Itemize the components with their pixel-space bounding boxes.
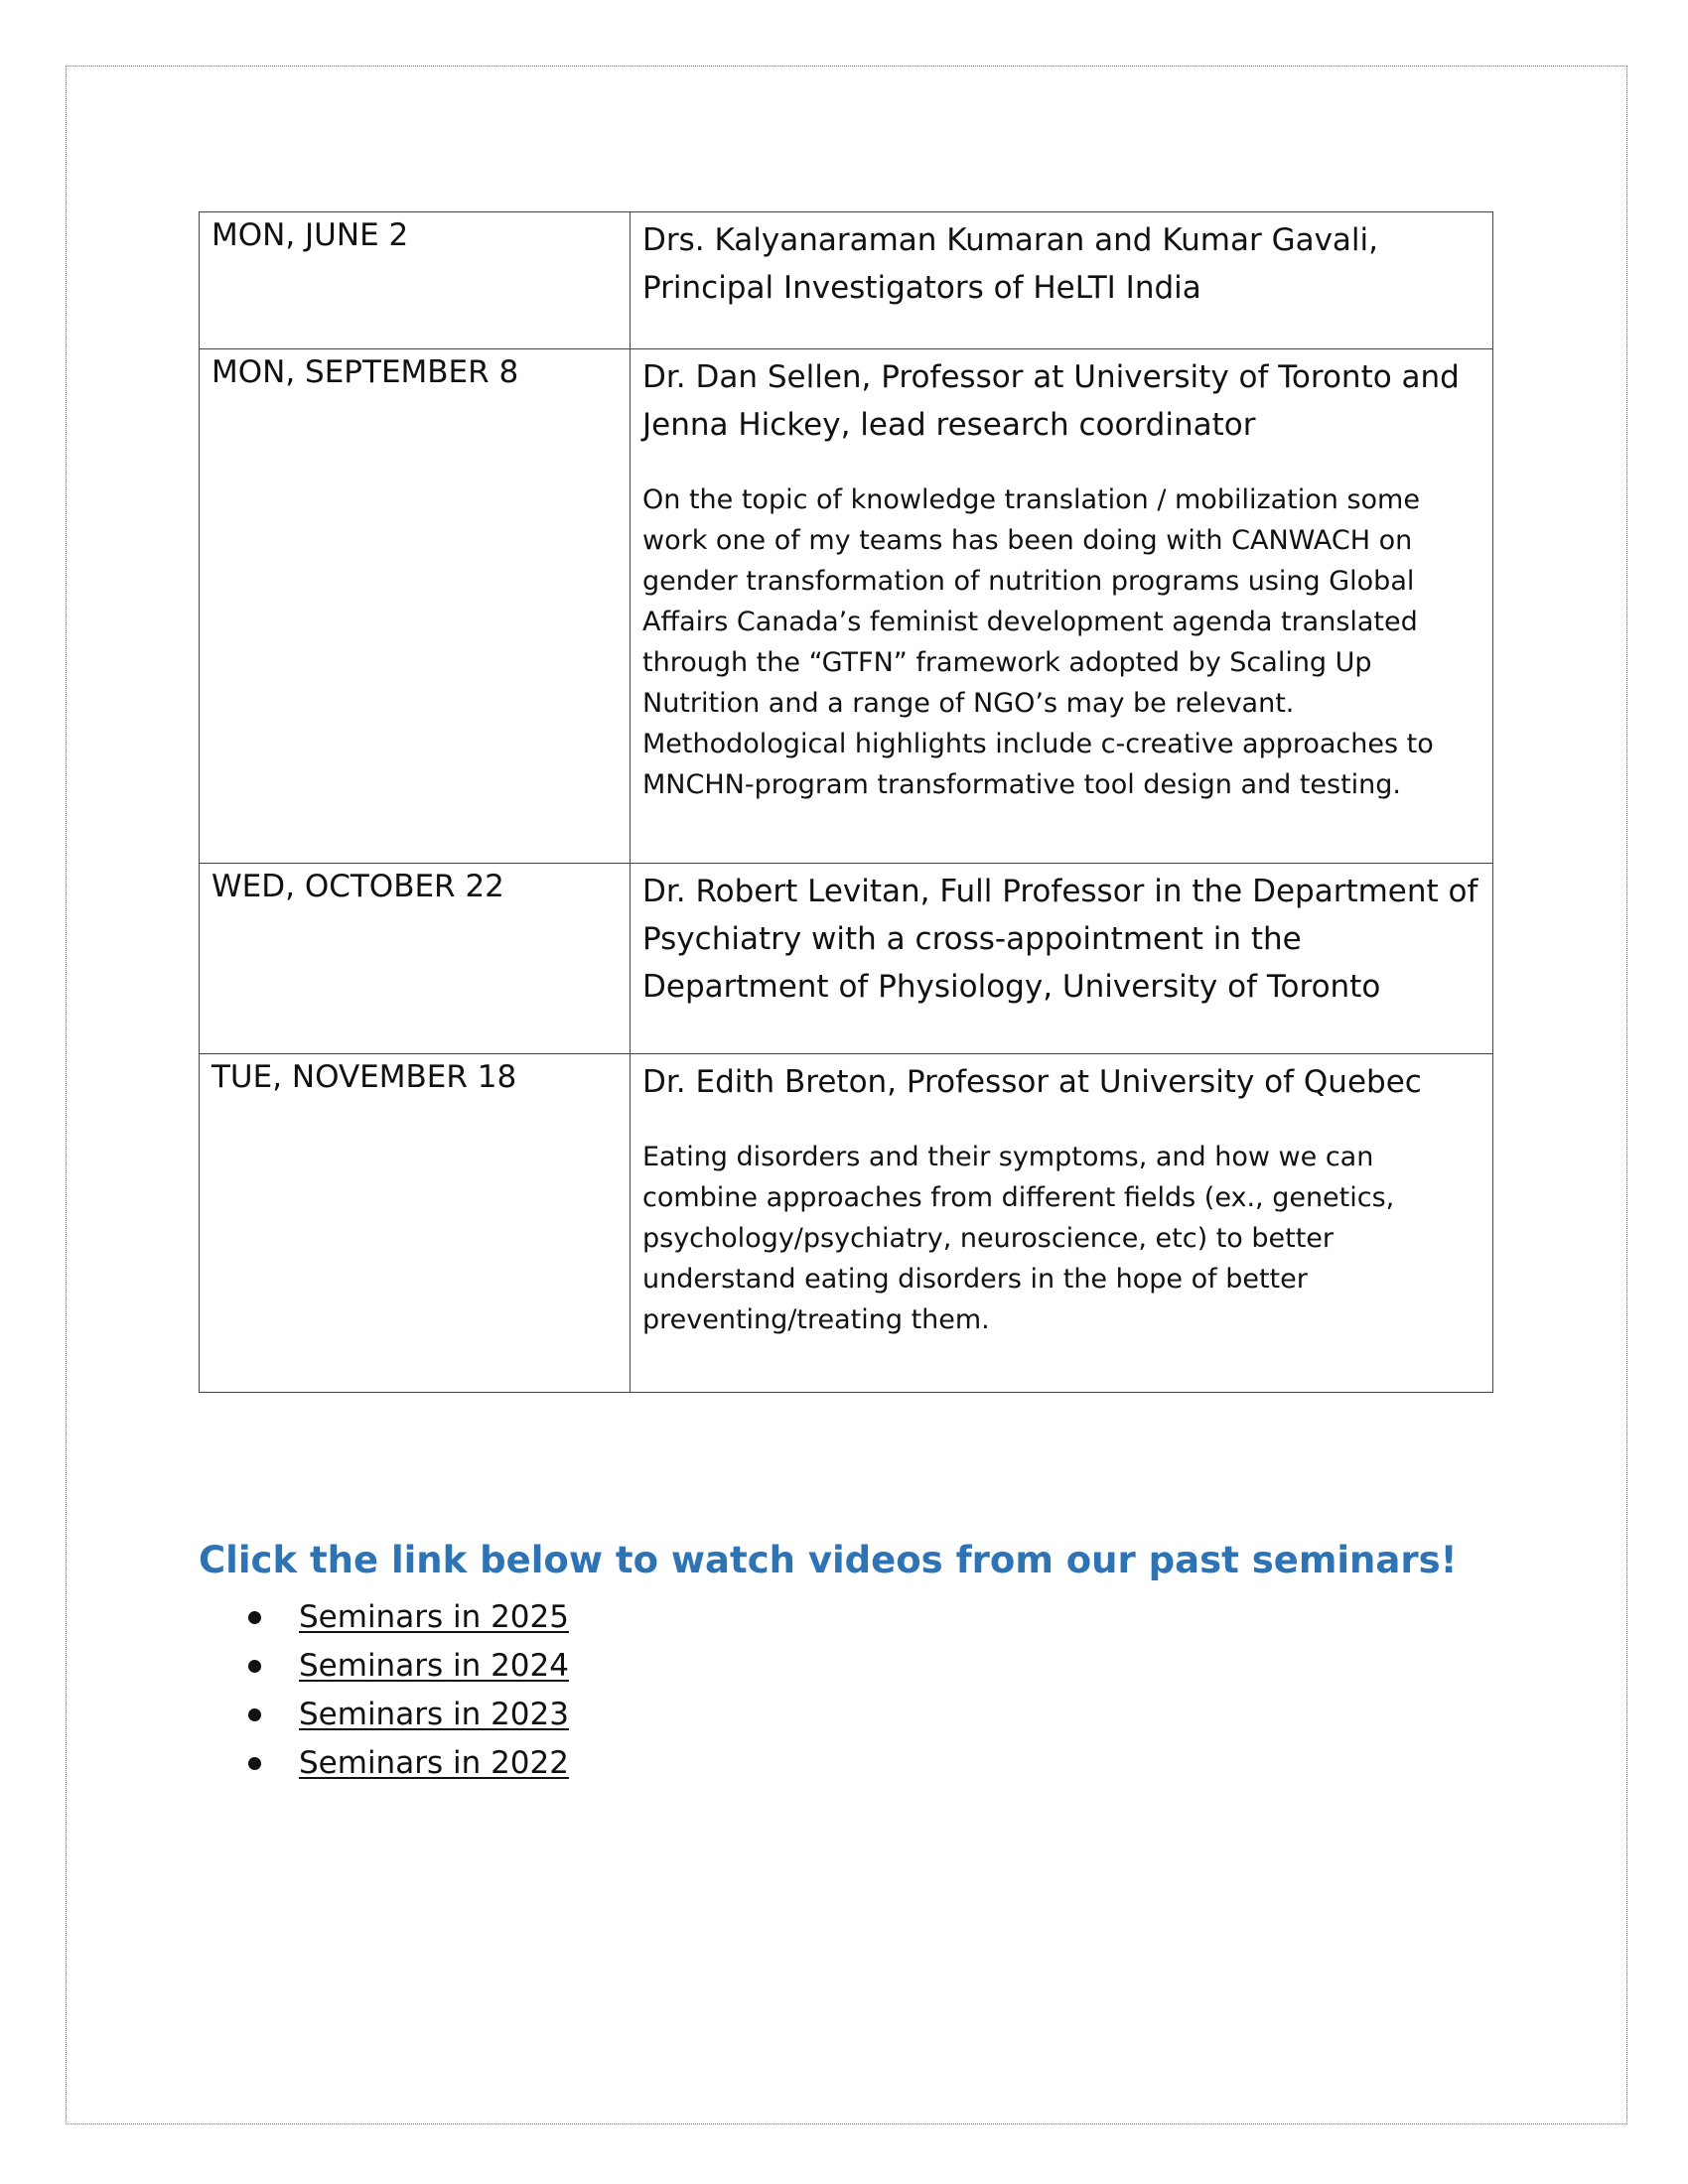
seminars-2023-link[interactable]: Seminars in 2023	[299, 1697, 569, 1732]
list-item	[248, 1739, 569, 1788]
table-row	[200, 1054, 1493, 1393]
seminar-speaker: Dr. Robert Levitan, Full Professor in the Department of Psychiatry with a cross-appointment in the Department of Physiology, University of Toronto	[642, 874, 1478, 1005]
list-item	[248, 1642, 569, 1691]
seminar-date: MON, JUNE 2	[200, 212, 631, 349]
bullet-icon	[248, 1757, 261, 1770]
table-row	[200, 349, 1493, 864]
table-row	[200, 212, 1493, 349]
seminar-speaker: Dr. Edith Breton, Professor at University of Quebec	[642, 1064, 1422, 1100]
seminar-info-cell	[631, 864, 1493, 1054]
past-seminars-heading: Click the link below to watch videos from our past seminars!	[199, 1539, 1458, 1581]
past-seminars-list	[248, 1593, 569, 1788]
seminar-info-cell	[631, 349, 1493, 864]
bullet-icon	[248, 1708, 261, 1721]
bullet-icon	[248, 1660, 261, 1673]
seminar-description: Eating disorders and their symptoms, and how we can combine approaches from different fields (ex., genetics, psychology/psychiatry, neuroscience, etc) to better understand eating disorders in the hope of better preventing/treating them.	[642, 1142, 1395, 1335]
seminar-info-cell	[631, 212, 1493, 349]
seminars-2025-link[interactable]: Seminars in 2025	[299, 1599, 569, 1635]
seminar-date: WED, OCTOBER 22	[200, 864, 631, 1054]
bullet-icon	[248, 1611, 261, 1624]
seminar-speaker: Dr. Dan Sellen, Professor at University of Toronto and Jenna Hickey, lead research coordinator	[642, 359, 1460, 443]
seminar-date: MON, SEPTEMBER 8	[200, 349, 631, 864]
seminar-description: On the topic of knowledge translation / mobilization some work one of my teams has been doing with CANWACH on gender transformation of nutrition programs using Global Affairs Canada’s feminist development agenda translated through the “GTFN” framework adopted by Scaling Up Nutrition and a range of NGO’s may be relevant. Methodological highlights include c-creative approaches to MNCHN-program transformative tool design and testing.	[642, 484, 1434, 800]
list-item	[248, 1593, 569, 1642]
seminars-2022-link[interactable]: Seminars in 2022	[299, 1745, 569, 1781]
seminar-schedule-table	[199, 211, 1493, 1393]
seminars-2024-link[interactable]: Seminars in 2024	[299, 1648, 569, 1684]
seminar-speaker: Drs. Kalyanaraman Kumaran and Kumar Gavali, Principal Investigators of HeLTI India	[642, 222, 1379, 306]
seminar-info-cell	[631, 1054, 1493, 1393]
seminar-date: TUE, NOVEMBER 18	[200, 1054, 631, 1393]
table-row	[200, 864, 1493, 1054]
list-item	[248, 1691, 569, 1739]
